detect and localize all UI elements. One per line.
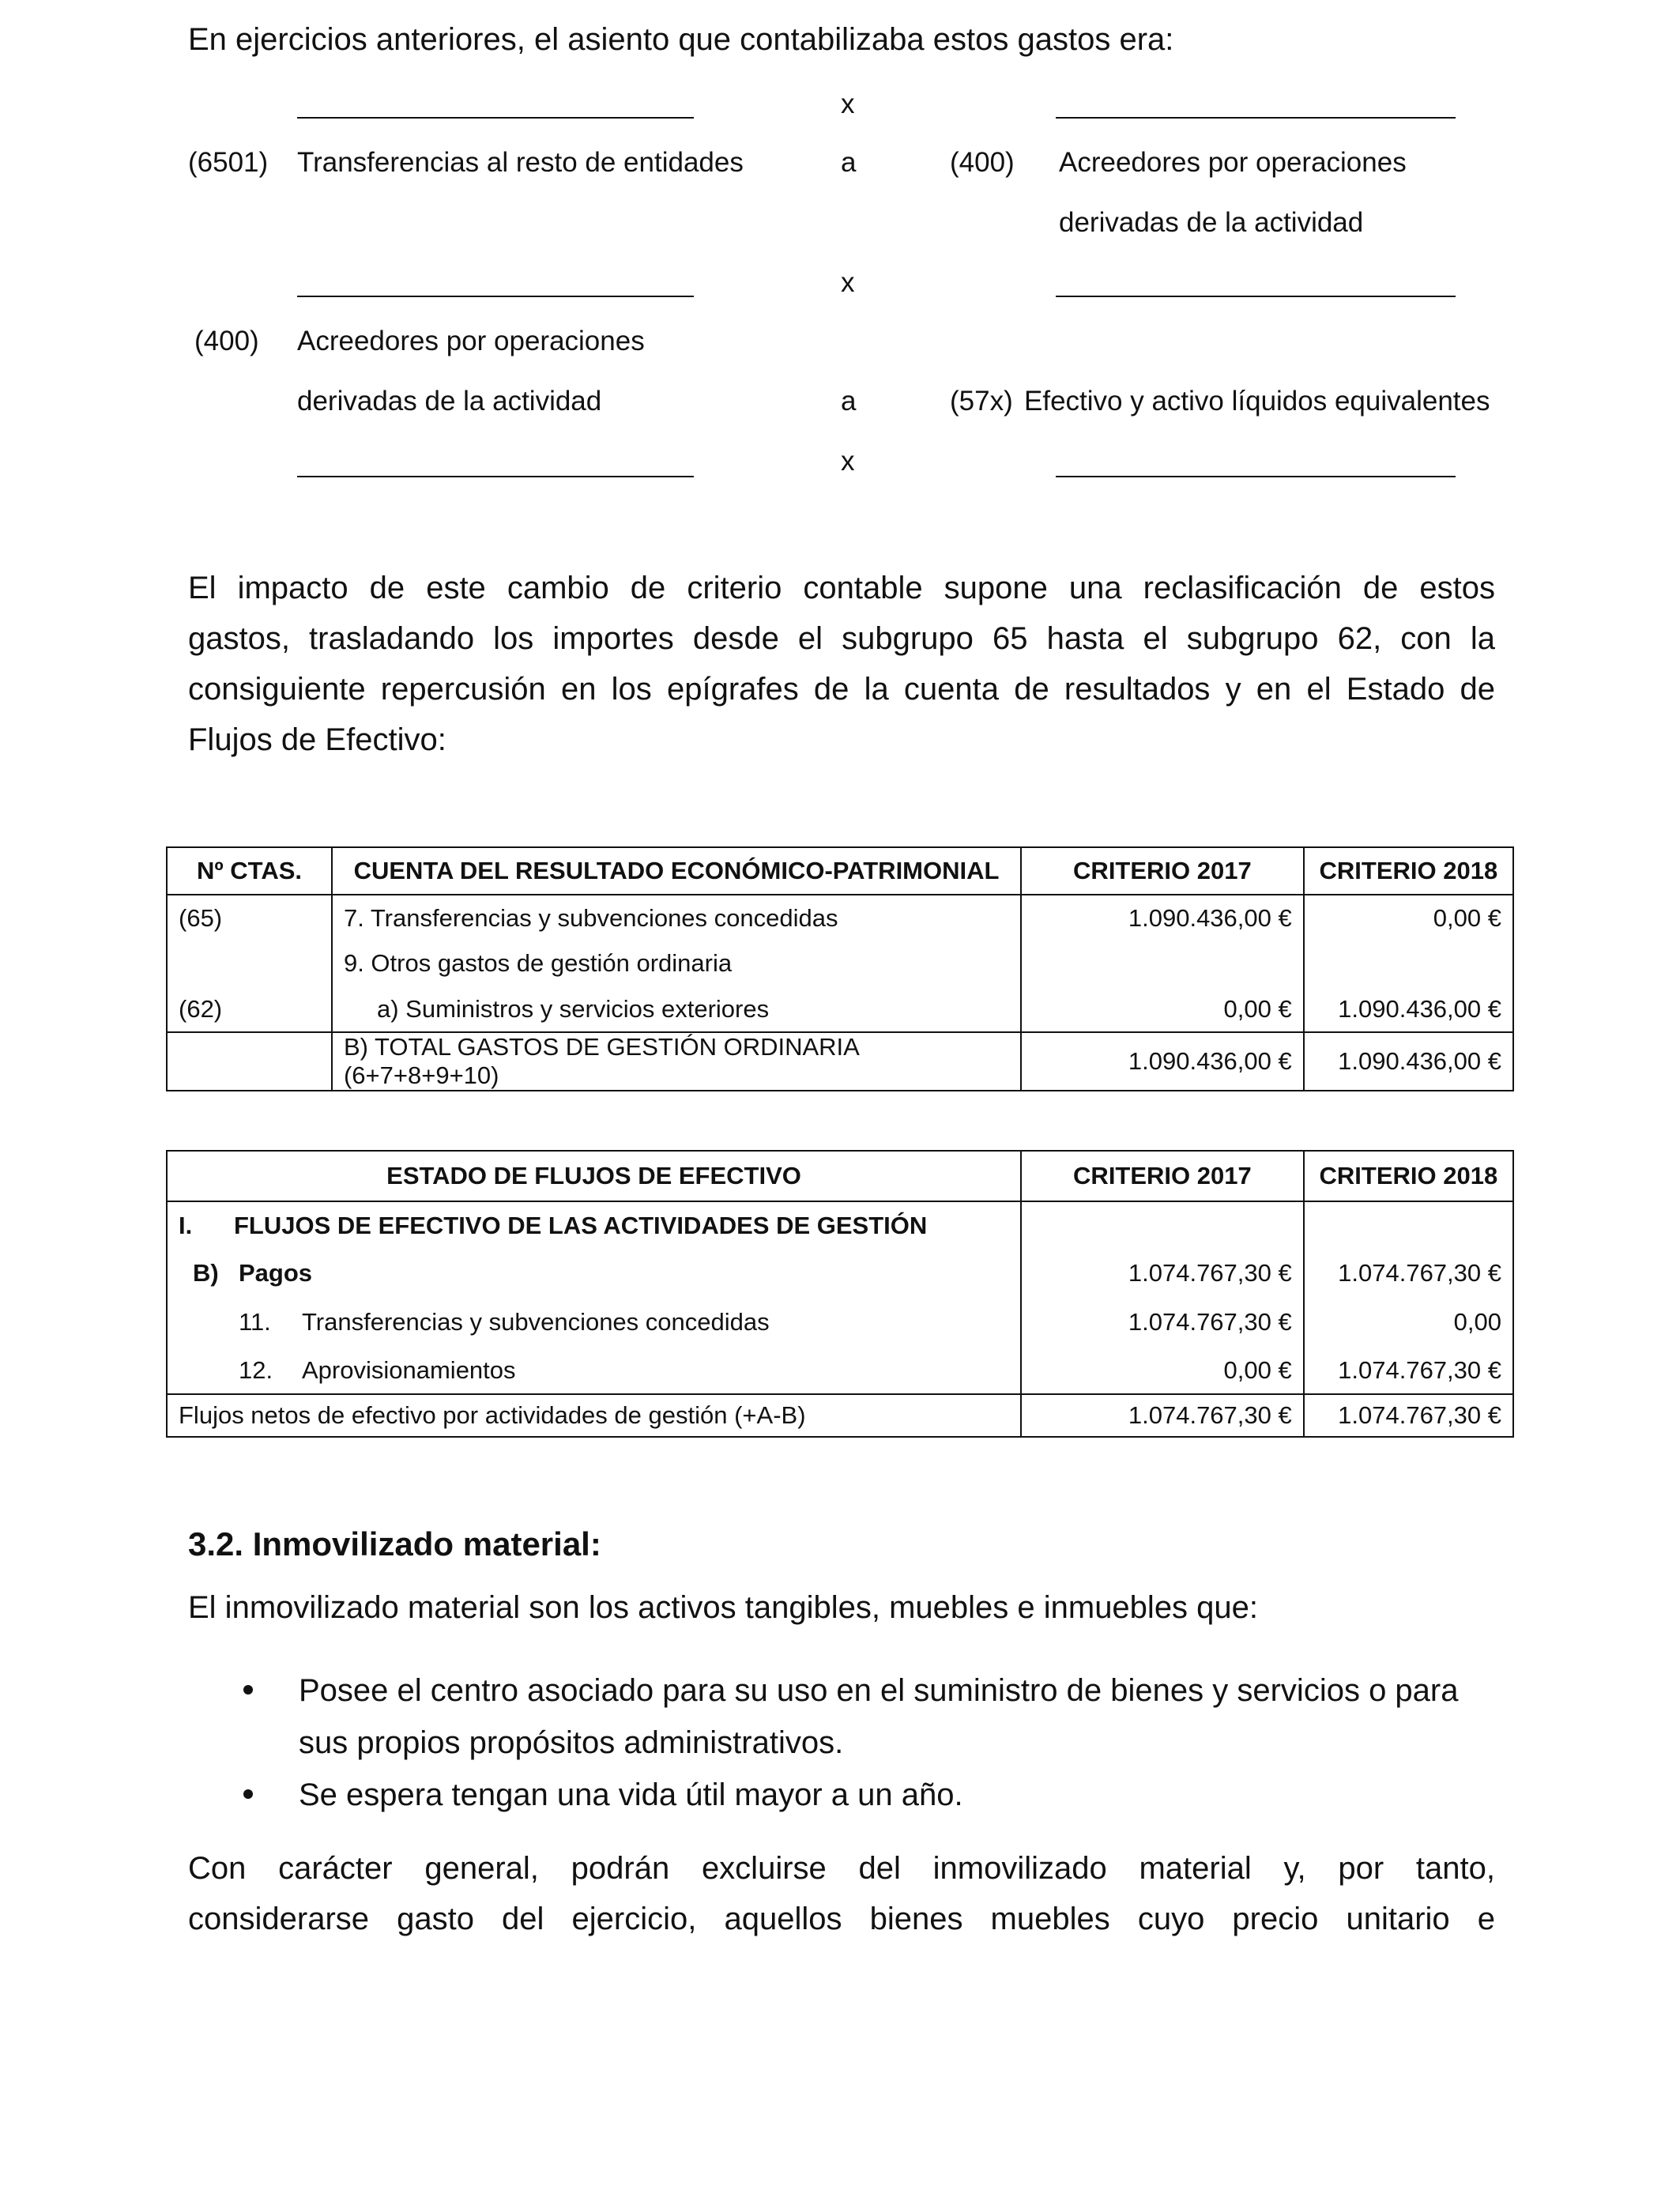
table-row	[167, 941, 1513, 986]
value-2017-cell: 1.090.436,00 €	[1021, 1032, 1304, 1091]
section-intro: El inmovilizado material son los activos tangibles, muebles e inmuebles que:	[188, 1590, 1259, 1625]
subsection-title: Pagos	[239, 1259, 313, 1287]
value-2017-cell: 1.074.767,30 €	[1021, 1249, 1304, 1298]
table-total-row	[167, 1394, 1513, 1437]
entry2-debit-code: (400)	[194, 326, 259, 356]
table-row	[167, 895, 1513, 941]
journal-x-mark: x	[841, 89, 855, 119]
journal-x-mark: x	[841, 267, 855, 298]
journal-rule	[1056, 296, 1456, 297]
intro-text: En ejercicios anteriores, el asiento que contabilizaba estos gastos era:	[188, 22, 1174, 57]
journal-rule	[1056, 476, 1456, 477]
entry2-debit-name: Acreedores por operaciones	[297, 326, 645, 356]
journal-rule	[297, 476, 694, 477]
header-cell: Nº CTAS.	[167, 847, 332, 895]
table-row	[167, 1249, 1513, 1298]
bullet-item: Se espera tengan una vida útil mayor a un año.	[299, 1777, 963, 1812]
journal-rule	[297, 117, 694, 119]
paragraph-line: El impacto de este cambio de criterio contable supone una reclasificación de estos	[188, 571, 1495, 605]
section-title: FLUJOS DE EFECTIVO DE LAS ACTIVIDADES DE GESTIÓN	[234, 1211, 928, 1239]
entry1-a-mark: a	[841, 147, 857, 178]
value-2017-cell: 1.074.767,30 €	[1021, 1298, 1304, 1347]
item-title: Transferencias y subvenciones concedidas	[302, 1308, 770, 1336]
closing-paragraph	[188, 1843, 1495, 1944]
subsection-cell	[167, 1249, 1021, 1298]
value-2017-cell: 1.074.767,30 €	[1021, 1394, 1304, 1437]
table-row	[167, 1298, 1513, 1347]
entry2-credit-name: Efectivo y activo líquidos equivalentes	[1024, 386, 1490, 417]
paragraph-line: considerarse gasto del ejercicio, aquellos bienes muebles cuyo precio unitario e	[188, 1902, 1495, 1936]
table-header-row	[167, 1151, 1513, 1201]
header-cell: ESTADO DE FLUJOS DE EFECTIVO	[167, 1151, 1021, 1201]
table-row	[167, 1347, 1513, 1394]
table-row	[167, 986, 1513, 1032]
entry1-debit-name: Transferencias al resto de entidades	[297, 147, 744, 178]
paragraph-line: consiguiente repercusión en los epígrafes de la cuenta de resultados y en el Estado de	[188, 672, 1495, 707]
bullet-icon	[243, 1685, 253, 1695]
value-2018-cell: 0,00	[1304, 1298, 1513, 1347]
section-title-cell	[167, 1201, 1021, 1249]
cta-cell	[167, 941, 332, 986]
entry1-credit-code: (400)	[950, 147, 1015, 178]
bullet-icon	[243, 1789, 253, 1799]
value-2018-cell: 1.074.767,30 €	[1304, 1249, 1513, 1298]
paragraph-line: Con carácter general, podrán excluirse del inmovilizado material y, por tanto,	[188, 1851, 1495, 1886]
cta-cell: (62)	[167, 986, 332, 1032]
cash-flow-table	[166, 1150, 1514, 1438]
result-account-table	[166, 846, 1514, 1091]
value-2017-cell: 0,00 €	[1021, 1347, 1304, 1394]
bullet-item	[299, 1664, 1500, 1769]
entry1-credit-name: Acreedores por operaciones	[1059, 147, 1407, 178]
table-header-row	[167, 847, 1513, 895]
journal-x-mark: x	[841, 446, 855, 477]
subsection-number: B)	[193, 1259, 219, 1287]
table-section-row	[167, 1201, 1513, 1249]
entry1-credit-name-cont: derivadas de la actividad	[1059, 207, 1364, 238]
header-cell: CRITERIO 2017	[1021, 1151, 1304, 1201]
entry2-debit-name-cont: derivadas de la actividad	[297, 386, 602, 417]
section-number: I.	[179, 1211, 193, 1239]
header-cell: CRITERIO 2018	[1304, 847, 1513, 895]
item-cell	[167, 1298, 1021, 1347]
item-number: 12.	[239, 1355, 273, 1384]
value-2018-cell: 1.074.767,30 €	[1304, 1347, 1513, 1394]
paragraph-line: Flujos de Efectivo:	[188, 722, 446, 757]
value-2018-cell	[1304, 941, 1513, 986]
value-2017-cell	[1021, 941, 1304, 986]
header-cell: CUENTA DEL RESULTADO ECONÓMICO-PATRIMONIAL	[332, 847, 1021, 895]
value-2018-cell	[1304, 1201, 1513, 1249]
journal-rule	[1056, 117, 1456, 119]
total-label-cell: Flujos netos de efectivo por actividades de gestión (+A-B)	[167, 1394, 1021, 1437]
concept-cell: 7. Transferencias y subvenciones concedidas	[332, 895, 1021, 941]
entry2-credit-code: (57x)	[950, 386, 1013, 417]
impact-paragraph	[188, 563, 1495, 765]
value-2018-cell: 1.074.767,30 €	[1304, 1394, 1513, 1437]
item-title: Aprovisionamientos	[302, 1355, 516, 1384]
value-2017-cell	[1021, 1201, 1304, 1249]
table-total-row	[167, 1032, 1513, 1091]
value-2018-cell: 1.090.436,00 €	[1304, 986, 1513, 1032]
journal-rule	[297, 296, 694, 297]
value-2018-cell: 0,00 €	[1304, 895, 1513, 941]
item-cell	[167, 1347, 1021, 1394]
value-2017-cell: 1.090.436,00 €	[1021, 895, 1304, 941]
header-cell: CRITERIO 2018	[1304, 1151, 1513, 1201]
entry2-a-mark: a	[841, 386, 857, 417]
concept-cell: a) Suministros y servicios exteriores	[332, 986, 1021, 1032]
header-cell: CRITERIO 2017	[1021, 847, 1304, 895]
section-heading: 3.2. Inmovilizado material:	[188, 1525, 601, 1563]
concept-cell: 9. Otros gastos de gestión ordinaria	[332, 941, 1021, 986]
value-2018-cell: 1.090.436,00 €	[1304, 1032, 1513, 1091]
bullet-line: sus propios propósitos administrativos.	[299, 1725, 844, 1760]
entry1-debit-code: (6501)	[188, 147, 269, 178]
paragraph-line: gastos, trasladando los importes desde el subgrupo 65 hasta el subgrupo 62, con la	[188, 621, 1495, 656]
cta-cell: (65)	[167, 895, 332, 941]
cta-cell	[167, 1032, 332, 1091]
concept-cell: B) TOTAL GASTOS DE GESTIÓN ORDINARIA (6+7+8+9+10)	[332, 1032, 1021, 1091]
bullet-line: Posee el centro asociado para su uso en el suministro de bienes y servicios o para	[299, 1673, 1459, 1708]
value-2017-cell: 0,00 €	[1021, 986, 1304, 1032]
item-number: 11.	[239, 1308, 271, 1336]
